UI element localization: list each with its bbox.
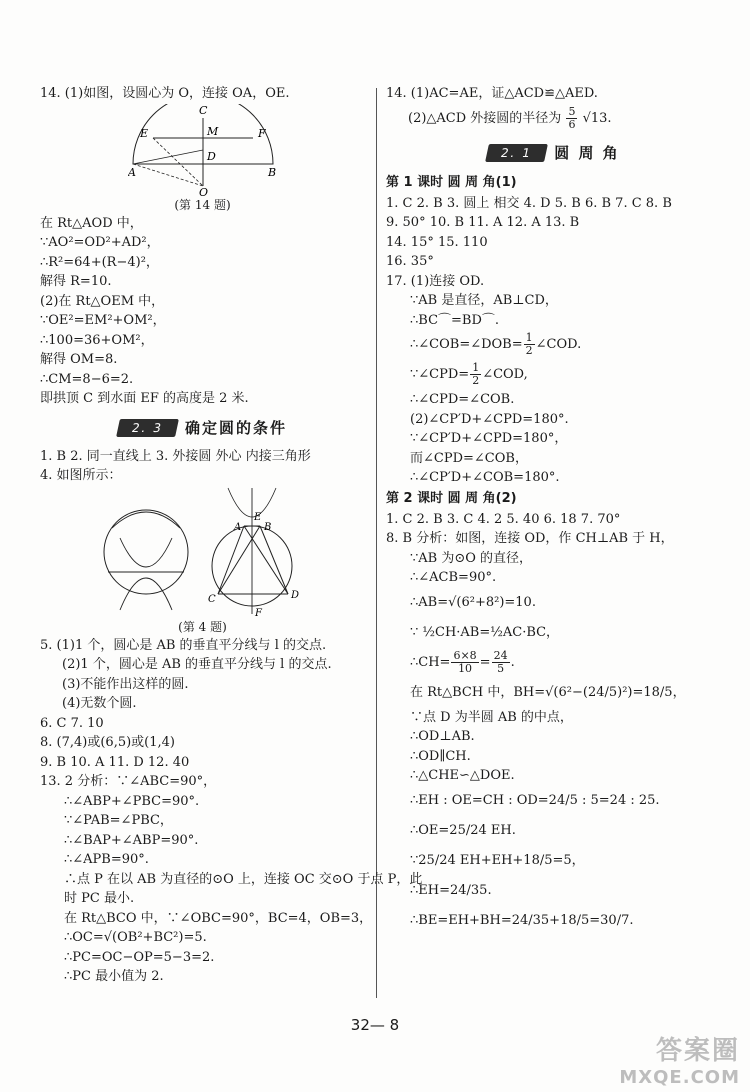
- section-title: 圆 周 角: [554, 144, 620, 162]
- fraction-den: 6: [568, 117, 576, 131]
- answer-line: 14. 15° 15. 110: [386, 234, 488, 250]
- q14-left-line: 即拱顶 C 到水面 EF 的高度是 2 米.: [40, 391, 249, 406]
- watermark-line1: 答案圈: [655, 1036, 740, 1066]
- q14-left-line: 解得 OM=8.: [40, 352, 118, 367]
- fraction-num: 6×8: [453, 648, 477, 662]
- fig14-caption: (第 14 题): [174, 197, 231, 212]
- answer-line: ∴EH=24/35.: [410, 882, 492, 898]
- fig14-label-m: M: [206, 124, 218, 138]
- answer-line: 17. (1)连接 OD.: [386, 273, 485, 289]
- answer-line: 1. B 2. 同一直线上 3. 外接圆 外心 内接三角形: [40, 448, 311, 464]
- expr-post: ∠COD,: [482, 367, 528, 382]
- answer-line: ∴PC=OC−OP=5−3=2.: [64, 949, 215, 965]
- expr-post: ∠COD.: [535, 337, 582, 352]
- fig4-caption: (第 4 题): [178, 619, 227, 634]
- expr-pre: ∴CH=: [410, 654, 451, 670]
- section-badge: 2. 3: [116, 419, 179, 437]
- expr-mid: =: [479, 654, 491, 670]
- answer-line: 而∠CPD=∠COB，: [410, 450, 528, 466]
- q14-right-line: 14. (1)AC=AE，证△ACD≌△AED.: [386, 86, 598, 101]
- answer-line: ∵AB 是直径，AB⊥CD，: [410, 293, 558, 308]
- lesson-2-heading: 第 2 课时 圆 周 角(2): [386, 490, 517, 506]
- answer-line: 1. C 2. B 3. 圆上 相交 4. D 5. B 6. B 7. C 8. B: [386, 195, 672, 211]
- answer-line-cob: [386, 330, 721, 360]
- answer-line: ∴OC=√(OB²+BC²)=5.: [64, 930, 207, 945]
- answer-line: 8. (7,4)或(6,5)或(1,4): [40, 735, 175, 750]
- answer-line: 9. 50° 10. B 11. A 12. A 13. B: [386, 215, 580, 230]
- fig14-label-e: E: [139, 126, 148, 140]
- fraction-den: 5: [497, 661, 505, 675]
- answer-line: ∴∠ACB=90°.: [410, 570, 497, 585]
- answer-line: 16. 35°: [386, 254, 434, 269]
- fig14-label-c: C: [198, 103, 207, 117]
- fig4-label-e: E: [253, 511, 261, 523]
- section-heading-2-1: [386, 138, 721, 168]
- watermark-logo: [619, 1030, 740, 1088]
- fraction: [470, 362, 481, 387]
- answer-line: ∴∠CP′D+∠COB=180°.: [410, 470, 560, 485]
- answer-line: 时 PC 最小.: [64, 891, 135, 906]
- q14-left-line: ∵AO²=OD²+AD²，: [40, 235, 160, 250]
- fraction: [524, 332, 535, 357]
- page-number: 32— 8: [350, 1016, 400, 1034]
- q14-left-line: 解得 R=10.: [40, 274, 112, 289]
- answer-line: ∴AB=√(6²+8²)=10.: [410, 594, 536, 610]
- fraction-den: 2: [525, 344, 533, 357]
- answer-line: 4. 如图所示：: [40, 468, 122, 483]
- watermark-line2: MXQE.COM: [619, 1067, 740, 1088]
- expr-post: .: [510, 654, 515, 670]
- answer-line: 在 Rt△BCH 中，BH=√(6²−(24/5)²)=18/5，: [410, 684, 686, 700]
- section-badge: 2. 1: [485, 144, 548, 162]
- answer-line: ∴OD⊥AB.: [410, 729, 475, 744]
- q14-left-line: 在 Rt△AOD 中，: [40, 215, 143, 231]
- answer-line: ∴∠BAP+∠ABP=90°.: [64, 832, 199, 848]
- figure-4-circles: [98, 486, 308, 618]
- answer-line: ∴OE=25/24 EH.: [410, 822, 516, 838]
- answer-line: ∵∠PAB=∠PBC，: [64, 813, 173, 828]
- answer-line: ∵AB 为⊙O 的直径，: [410, 550, 533, 566]
- fraction-den: 2: [472, 374, 480, 387]
- q14-left-line: ∴100=36+OM²，: [40, 332, 154, 348]
- q14-left-line: ∴R²=64+(R−4)²，: [40, 254, 159, 270]
- fig4-label-f: F: [254, 607, 262, 618]
- fig14-label-a: A: [127, 165, 136, 179]
- figure-14-arch: [128, 104, 278, 196]
- answer-line: ∴EH : OE=CH : OD=24/5 : 5=24 : 25.: [410, 792, 660, 808]
- fraction-num: 5: [568, 104, 576, 118]
- answer-line: ∴△CHE∽△DOE.: [410, 768, 515, 783]
- expr-pre: ∵∠CPD=: [410, 367, 470, 382]
- answer-line: ∴∠CPD=∠COB.: [410, 392, 515, 407]
- answer-line: ∴BE=EH+BH=24/35+18/5=30/7.: [410, 912, 634, 928]
- fraction: [492, 650, 510, 675]
- answer-line: (3)不能作出这样的圆.: [62, 676, 189, 692]
- fig4-label-c: C: [207, 593, 216, 605]
- answer-line: (2)∠CP′D+∠CPD=180°.: [410, 411, 569, 427]
- answer-line: ∵25/24 EH+EH+18/5=5，: [410, 852, 585, 868]
- column-divider: [376, 88, 377, 998]
- answer-line: (2)1 个，圆心是 AB 的垂直平分线与 l 的交点.: [62, 657, 332, 672]
- expr-pre: ∴∠COB=∠DOB=: [410, 337, 523, 352]
- q14-right-tail: √13.: [582, 110, 612, 126]
- fig14-label-o: O: [198, 185, 208, 196]
- answer-line: 5. (1)1 个，圆心是 AB 的垂直平分线与 l 的交点.: [40, 637, 327, 653]
- fraction: [566, 106, 577, 131]
- fig14-label-d: D: [206, 149, 216, 163]
- answer-line: (4)无数个圆.: [62, 696, 137, 711]
- q14-right-text: (2)△ACD 外接圆的半径为: [408, 110, 562, 126]
- answer-line: 在 Rt△BCO 中，∵∠OBC=90°，BC=4，OB=3，: [64, 910, 373, 926]
- q14-left-line: (2)在 Rt△OEM 中，: [40, 293, 165, 309]
- answer-line: 8. B 分析：如图，连接 OD，作 CH⊥AB 于 H，: [386, 531, 674, 546]
- fraction-num: 1: [525, 331, 533, 344]
- answer-line: ∴∠APB=90°.: [64, 852, 149, 867]
- fraction-num: 1: [472, 361, 480, 374]
- fraction-num: 24: [493, 648, 508, 662]
- answer-line: ∴∠ABP+∠PBC=90°.: [64, 793, 200, 809]
- fig4-label-b: B: [263, 521, 271, 533]
- section-title: 确定圆的条件: [184, 419, 287, 437]
- answer-line: ∴OD∥CH.: [410, 748, 471, 764]
- fig14-label-f: F: [257, 126, 266, 140]
- answer-line: 9. B 10. A 11. D 12. 40: [40, 754, 190, 770]
- answer-line: ∴BC⌒=BD⌒.: [410, 312, 500, 328]
- q14-left-line: ∴CM=8−6=2.: [40, 371, 134, 387]
- fig4-label-d: D: [290, 589, 299, 601]
- fraction: [451, 650, 478, 675]
- answer-line: ∴点 P 在以 AB 为直径的⊙O 上，连接 OC 交⊙O 于点 P，此: [64, 871, 423, 887]
- answer-line-ch: [386, 648, 721, 678]
- answer-line: ∵ ½CH·AB=½AC·BC，: [410, 624, 560, 640]
- answer-line: ∴PC 最小值为 2.: [64, 969, 164, 984]
- answer-line: 6. C 7. 10: [40, 715, 104, 731]
- answer-line: ∵∠CP′D+∠CPD=180°，: [410, 431, 568, 446]
- right-column: [386, 84, 721, 936]
- answer-line: 1. C 2. B 3. C 4. 2 5. 40 6. 18 7. 70°: [386, 511, 621, 527]
- answer-line-cpd: [386, 360, 721, 390]
- answer-line: 13. 2 分析：∵∠ABC=90°，: [40, 774, 217, 789]
- lesson-1-heading: 第 1 课时 圆 周 角(1): [386, 174, 517, 190]
- section-heading-2-3: [40, 413, 365, 443]
- q14-left-line: ∵OE²=EM²+OM²，: [40, 313, 166, 328]
- fig14-label-b: B: [267, 165, 276, 179]
- q14-right-radius: [386, 104, 721, 134]
- fig4-label-a: A: [233, 521, 241, 533]
- answer-line: ∵点 D 为半圆 AB 的中点，: [410, 709, 573, 725]
- q14-left-line: 14. (1)如图，设圆心为 O，连接 OA，OE.: [40, 86, 290, 101]
- fraction-den: 10: [458, 661, 473, 675]
